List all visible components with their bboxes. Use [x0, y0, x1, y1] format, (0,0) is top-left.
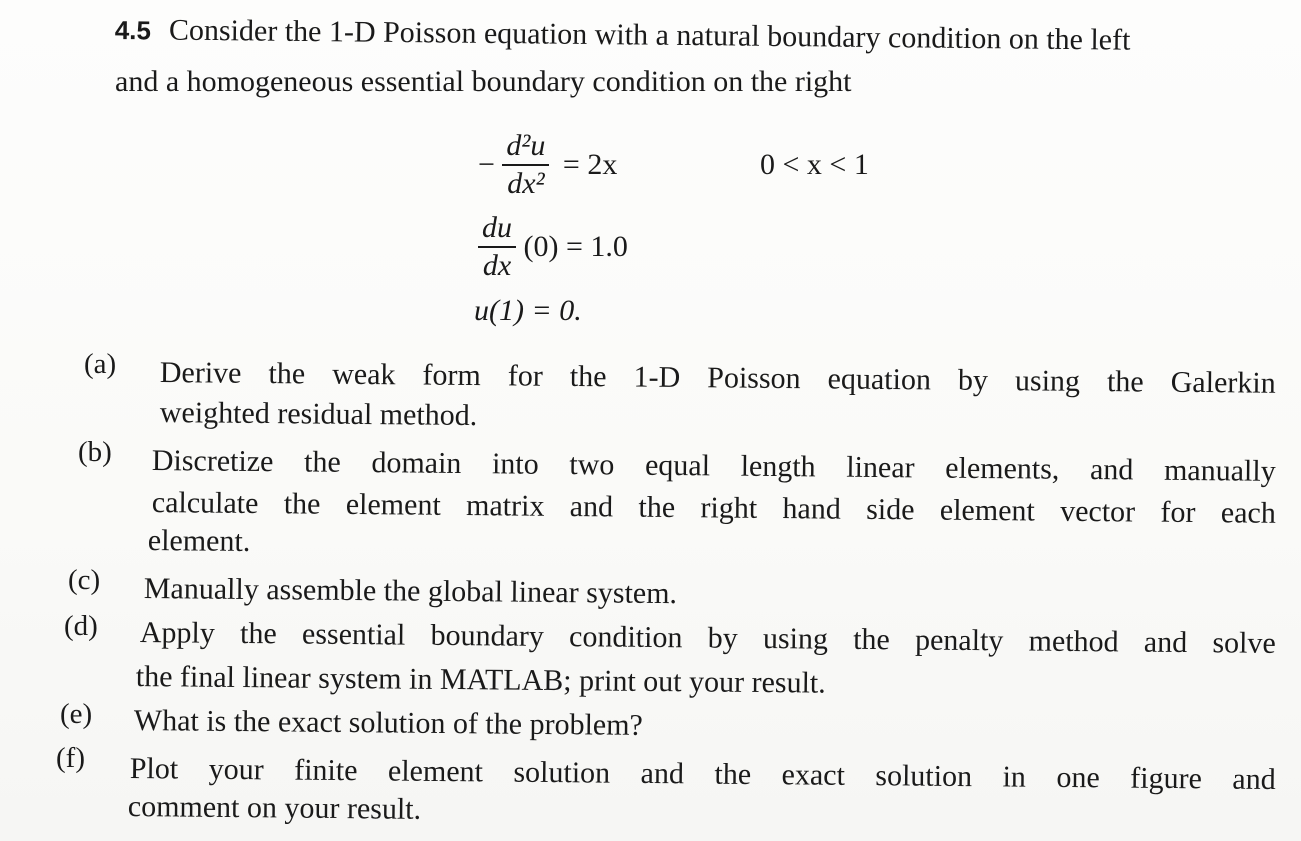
word: the	[638, 490, 676, 525]
word: calculate	[151, 486, 259, 521]
part-text-line: the final linear system in MATLAB; print out your result.	[135, 660, 826, 700]
fraction-denominator: dx²	[507, 167, 545, 200]
word: two	[569, 448, 615, 482]
word: domain	[371, 446, 462, 480]
word: boundary	[430, 618, 545, 653]
part-text-line: What is the exact solution of the problem?	[133, 704, 644, 742]
word: in	[1002, 760, 1027, 794]
word: Poisson	[707, 361, 801, 396]
fraction-denominator: dx	[482, 249, 512, 282]
word: and	[1089, 453, 1134, 487]
word: vector	[1060, 494, 1136, 529]
word: Plot	[129, 752, 179, 786]
word: linear	[846, 450, 915, 485]
word: penalty	[914, 623, 1004, 658]
word: finite	[294, 753, 358, 788]
word: weak	[332, 357, 396, 392]
part-text-line: weighted residual method.	[159, 396, 478, 433]
word: the	[303, 445, 341, 479]
part-text-line	[140, 616, 1276, 661]
part-label: (b)	[78, 436, 112, 468]
equation-rhs: = 2x	[562, 148, 618, 181]
word: condition	[568, 620, 683, 655]
word: the	[1106, 365, 1144, 399]
part-label: (f)	[56, 742, 85, 774]
part-text-line: comment on your result.	[127, 790, 422, 826]
word: by	[707, 621, 738, 655]
equation-rhs: (0) = 1.0	[523, 230, 628, 263]
problem-intro-line1: Consider the 1-D Poisson equation with a natural boundary condition on the left	[168, 13, 1131, 57]
word: method	[1028, 624, 1119, 659]
word: exact	[781, 758, 846, 792]
word: solution	[513, 755, 611, 790]
word: for	[1160, 495, 1196, 530]
word: right	[700, 491, 758, 525]
word: for	[507, 359, 543, 393]
word: solve	[1212, 626, 1276, 660]
part-text-line	[160, 356, 1276, 401]
part-label: (d)	[64, 610, 98, 642]
word: and	[1232, 762, 1276, 796]
part-label: (c)	[68, 564, 101, 596]
problem-intro-line2: and a homogeneous essential boundary condition on the right	[115, 65, 852, 98]
word: each	[1220, 496, 1276, 530]
word: matrix	[465, 489, 545, 523]
word: into	[491, 447, 539, 481]
word: hand	[782, 492, 841, 526]
word: one	[1056, 760, 1100, 795]
word: essential	[301, 617, 406, 652]
word: by	[957, 363, 989, 397]
word: using	[1014, 364, 1081, 398]
word: equal	[644, 448, 711, 483]
word: the	[714, 757, 752, 791]
word: element	[387, 754, 484, 789]
word: Galerkin	[1170, 365, 1276, 400]
part-text-line	[152, 486, 1276, 531]
word: Discretize	[151, 444, 274, 479]
word: elements,	[945, 451, 1060, 486]
word: 1-D	[633, 360, 681, 394]
fraction-numerator: du	[478, 212, 516, 248]
word: the	[283, 487, 321, 521]
first-derivative-fraction	[478, 212, 516, 282]
equation-natural-bc	[478, 212, 628, 282]
part-text-line: Manually assemble the global linear system.	[143, 572, 678, 611]
equation-domain: 0 < x < 1	[760, 148, 869, 181]
part-label: (e)	[60, 698, 93, 730]
equation-minus-sign: −	[478, 148, 495, 181]
part-text-line	[130, 752, 1276, 797]
word: element	[939, 493, 1035, 528]
problem-number: 4.5	[114, 14, 152, 46]
problem-header	[115, 12, 1285, 60]
word: element	[345, 487, 441, 522]
word: using	[762, 621, 829, 656]
second-derivative-fraction	[502, 130, 549, 200]
word: the	[239, 616, 277, 651]
part-text-line: element.	[147, 524, 251, 558]
word: side	[866, 492, 915, 527]
part-label: (a)	[84, 348, 117, 380]
part-text-line	[152, 444, 1276, 489]
word: and	[569, 490, 614, 524]
word: length	[740, 449, 816, 484]
word: Derive	[159, 356, 242, 390]
word: the	[268, 357, 306, 391]
word: the	[569, 359, 607, 394]
word: figure	[1130, 761, 1203, 796]
fraction-numerator: d²u	[502, 130, 549, 166]
word: the	[853, 622, 890, 657]
equation-poisson	[478, 130, 617, 200]
word: equation	[827, 362, 932, 397]
word: and	[1143, 625, 1188, 660]
word: manually	[1163, 453, 1276, 488]
word: form	[422, 358, 481, 393]
word: and	[640, 756, 685, 791]
word: your	[208, 752, 264, 787]
equation-essential-bc: u(1) = 0.	[474, 294, 582, 327]
word: Apply	[139, 616, 215, 650]
word: solution	[875, 759, 973, 794]
